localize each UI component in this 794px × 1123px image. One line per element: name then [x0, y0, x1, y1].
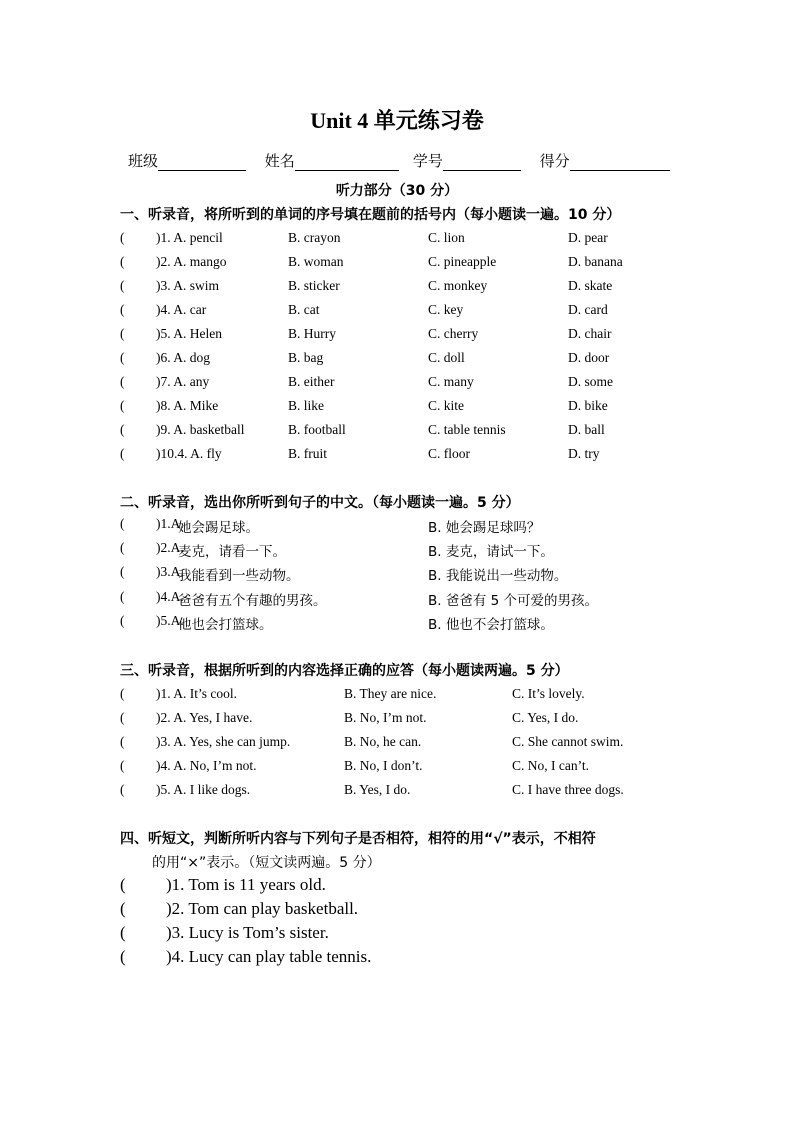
class-blank[interactable]	[158, 156, 246, 171]
s1-q2-c: C. pineapple	[428, 254, 497, 269]
s2-q1-a: 她会踢足球。	[178, 520, 259, 536]
s1-q5-d: D. chair	[568, 326, 612, 341]
s1-q1-a: )1. A. pencil	[156, 230, 223, 245]
answer-bracket[interactable]: (	[120, 540, 125, 555]
s1-q10-d: D. try	[568, 446, 600, 461]
s3-q4-a: )4. A. No, I’m not.	[156, 758, 257, 773]
class-field	[128, 150, 246, 171]
s3-q5-b: B. Yes, I do.	[344, 782, 411, 797]
s1-q2-d: D. banana	[568, 254, 623, 269]
class-label: 班级	[128, 152, 159, 170]
s1-q2-a: )2. A. mango	[156, 254, 227, 269]
s2-q2-a: 麦克，请看一下。	[178, 544, 286, 560]
s1-q1-c: C. lion	[428, 230, 465, 245]
s2-q1-num: )1.A.	[156, 516, 184, 531]
s4-s4-text: )4. Lucy can play table tennis.	[166, 947, 372, 966]
s1-q3-b: B. sticker	[288, 278, 340, 293]
s1-q6-b: B. bag	[288, 350, 324, 365]
page-title: Unit 4 单元练习卷	[310, 108, 484, 133]
s2-q3-b: B. 我能说出一些动物。	[428, 568, 568, 584]
answer-bracket[interactable]: (	[120, 734, 125, 749]
answer-bracket[interactable]: (	[120, 782, 125, 797]
s1-q4-d: D. card	[568, 302, 608, 317]
s1-q5-c: C. cherry	[428, 326, 479, 341]
answer-bracket[interactable]: (	[120, 710, 125, 725]
answer-bracket[interactable]: (	[120, 899, 126, 918]
s3-q1-a: )1. A. It’s cool.	[156, 686, 237, 701]
answer-bracket[interactable]: (	[120, 758, 125, 773]
s1-q9-a: )9. A. basketball	[156, 422, 245, 437]
s1-q2-b: B. woman	[288, 254, 344, 269]
answer-bracket[interactable]: (	[120, 350, 125, 365]
answer-bracket[interactable]: (	[120, 230, 125, 245]
name-blank[interactable]	[295, 156, 399, 171]
s1-q8-c: C. kite	[428, 398, 464, 413]
s1-q6-d: D. door	[568, 350, 610, 365]
s3-q4-b: B. No, I don’t.	[344, 758, 423, 773]
s1-q10-b: B. fruit	[288, 446, 327, 461]
s2-q4-a: 爸爸有五个有趣的男孩。	[178, 593, 327, 609]
s1-q3-c: C. monkey	[428, 278, 488, 293]
s1-q10-c: C. floor	[428, 446, 470, 461]
s1-q1-b: B. crayon	[288, 230, 341, 245]
section4-title-cont: 的用“×”表示。（短文读两遍。5 分）	[152, 855, 381, 871]
s4-s2-text: )2. Tom can play basketball.	[166, 899, 359, 918]
s2-q5-b: B. 他也不会打篮球。	[428, 617, 554, 633]
s2-q5-a: 他也会打篮球。	[178, 617, 273, 633]
s1-q3-a: )3. A. swim	[156, 278, 220, 293]
s2-q1-b: B. 她会踢足球吗？	[428, 520, 541, 536]
s1-q7-b: B. either	[288, 374, 335, 389]
s2-q2-b: B. 麦克，请试一下。	[428, 544, 554, 560]
answer-bracket[interactable]: (	[120, 516, 125, 531]
s3-q1-b: B. They are nice.	[344, 686, 437, 701]
answer-bracket[interactable]: (	[120, 923, 126, 942]
s1-q7-a: )7. A. any	[156, 374, 210, 389]
student-info-line	[128, 150, 688, 171]
s3-q3-a: )3. A. Yes, she can jump.	[156, 734, 291, 749]
id-field	[413, 150, 521, 171]
answer-bracket[interactable]: (	[120, 947, 126, 966]
s1-q7-c: C. many	[428, 374, 474, 389]
s3-q1-c: C. It’s lovely.	[512, 686, 585, 701]
s3-q3-b: B. No, he can.	[344, 734, 422, 749]
score-field	[540, 150, 670, 171]
section3-title: 三、听录音，根据所听到的内容选择正确的应答（每小题读两遍。5 分）	[120, 663, 569, 679]
id-label: 学号	[412, 152, 443, 170]
s1-q8-a: )8. A. Mike	[156, 398, 219, 413]
score-label: 得分	[539, 152, 570, 170]
s2-q4-num: )4.A.	[156, 589, 184, 604]
s1-q9-b: B. football	[288, 422, 346, 437]
answer-bracket[interactable]: (	[120, 422, 125, 437]
answer-bracket[interactable]: (	[120, 278, 125, 293]
s3-q2-a: )2. A. Yes, I have.	[156, 710, 253, 725]
answer-bracket[interactable]: (	[120, 564, 125, 579]
section2-title: 二、听录音，选出你所听到句子的中文。（每小题读一遍。5 分）	[120, 495, 520, 511]
s2-q3-a: 我能看到一些动物。	[178, 568, 300, 584]
s1-q6-a: )6. A. dog	[156, 350, 210, 365]
answer-bracket[interactable]: (	[120, 374, 125, 389]
s3-q2-c: C. Yes, I do.	[512, 710, 579, 725]
s1-q10-a: )10.4. A. fly	[156, 446, 222, 461]
s1-q7-d: D. some	[568, 374, 613, 389]
s2-q2-num: )2.A.	[156, 540, 184, 555]
answer-bracket[interactable]: (	[120, 326, 125, 341]
name-field	[265, 150, 399, 171]
s1-q8-b: B. like	[288, 398, 324, 413]
answer-bracket[interactable]: (	[120, 302, 125, 317]
s2-q4-b: B. 爸爸有 5 个可爱的男孩。	[428, 593, 599, 609]
answer-bracket[interactable]: (	[120, 613, 125, 628]
s1-q5-b: B. Hurry	[288, 326, 336, 341]
answer-bracket[interactable]: (	[120, 446, 125, 461]
answer-bracket[interactable]: (	[120, 686, 125, 701]
s2-q5-num: )5.A.	[156, 613, 184, 628]
score-blank[interactable]	[570, 156, 670, 171]
s3-q5-a: )5. A. I like dogs.	[156, 782, 251, 797]
s1-q8-d: D. bike	[568, 398, 608, 413]
s3-q3-c: C. She cannot swim.	[512, 734, 624, 749]
s4-s1-text: )1. Tom is 11 years old.	[166, 875, 326, 894]
s1-q3-d: D. skate	[568, 278, 613, 293]
s2-q3-num: )3.A.	[156, 564, 184, 579]
s1-q4-c: C. key	[428, 302, 464, 317]
s1-q4-a: )4. A. car	[156, 302, 207, 317]
section4-title: 四、听短文，判断所听内容与下列句子是否相符，相符的用“√”表示，不相符	[120, 831, 596, 847]
s3-q4-c: C. No, I can’t.	[512, 758, 589, 773]
section1-title: 一、听录音，将所听到的单词的序号填在题前的括号内（每小题读一遍。10 分）	[120, 207, 621, 223]
s1-q1-d: D. pear	[568, 230, 608, 245]
s1-q6-c: C. doll	[428, 350, 465, 365]
s1-q9-d: D. ball	[568, 422, 605, 437]
id-blank[interactable]	[443, 156, 521, 171]
s1-q5-a: )5. A. Helen	[156, 326, 222, 341]
s3-q2-b: B. No, I’m not.	[344, 710, 427, 725]
name-label: 姓名	[264, 152, 295, 170]
answer-bracket[interactable]: (	[120, 589, 125, 604]
answer-bracket[interactable]: (	[120, 254, 125, 269]
listening-title: 听力部分（30 分）	[335, 183, 459, 199]
s1-q4-b: B. cat	[288, 302, 320, 317]
answer-bracket[interactable]: (	[120, 875, 126, 894]
answer-bracket[interactable]: (	[120, 398, 125, 413]
s1-q9-c: C. table tennis	[428, 422, 506, 437]
s4-s3-text: )3. Lucy is Tom’s sister.	[166, 923, 329, 942]
s3-q5-c: C. I have three dogs.	[512, 782, 624, 797]
